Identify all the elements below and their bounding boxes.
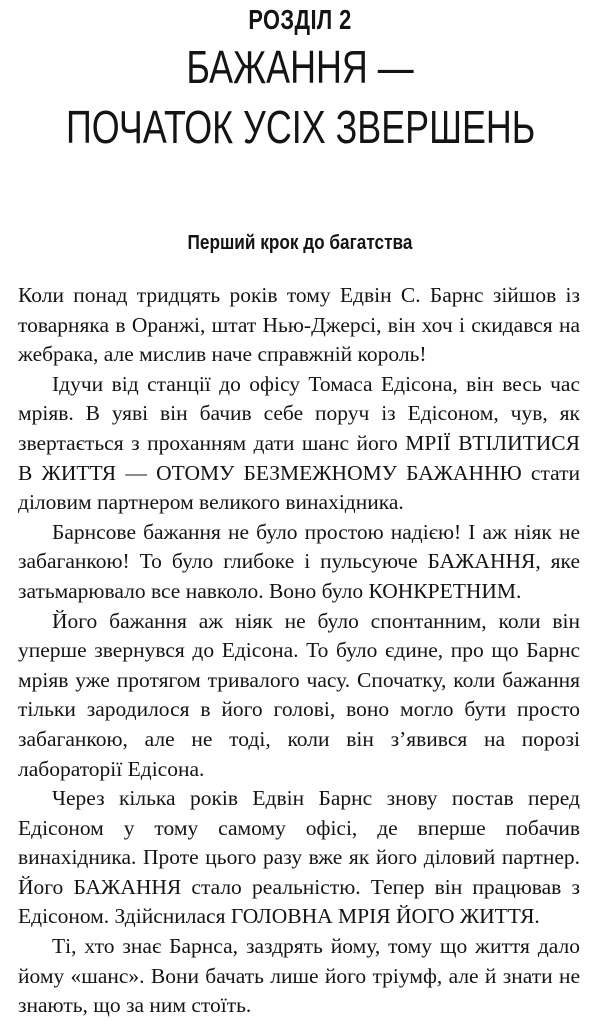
chapter-title-line-2: ПОЧАТОК УСІХ ЗВЕРШЕНЬ: [66, 101, 536, 153]
section-heading: Перший крок до багатства: [187, 232, 413, 254]
paragraph: Через кілька років Едвін Барнс знову постав перед Едісоном у тому самому офісі, де вперше побачив винахідника. Проте цього разу вже як його діловий партнер. Його БАЖАННЯ стало реальністю. Тепер він працював з Едісоном. Здійснилася ГОЛОВНА МРІЯ ЙОГО ЖИТТЯ.: [18, 786, 580, 929]
paragraph: Барнсове бажання не було простою надією! І аж ніяк не забаганкою! То було глибоке і пульсуюче БАЖАННЯ, яке затьмарювало все навколо. Воно було КОНКРЕТНИМ.: [18, 519, 580, 603]
chapter-number: РОЗДІЛ 2: [248, 4, 352, 35]
paragraph: Ті, хто знає Барнса, заздрять йому, тому що життя дало йому «шанс». Вони бачать лише його тріумф, але й знати не знають, що за ним стоїть.: [18, 934, 580, 1018]
paragraph: Коли понад тридцять років тому Едвін С. Барнс зійшов із товарняка в Оранжі, штат Нью-Джерсі, він хоч і скидався на жебрака, але мислив наче справжній король!: [18, 283, 580, 367]
body-text: [18, 281, 580, 1021]
paragraph: Його бажання аж ніяк не було спонтанним, коли він уперше звернувся до Едісона. То було єдине, про що Барнс мріяв уже протягом тривалого часу. Спочатку, коли бажання тільки зародилося в його голові, воно могло бути просто забаганкою, але не тоді, коли він з’явився на порозі лабораторії Едісона.: [18, 608, 580, 781]
paragraph: Ідучи від станції до офісу Томаса Едісона, він весь час мріяв. В уяві він бачив себе поруч із Едісоном, чув, як звертається з проханням дати шанс його МРІЇ ВТІЛИТИСЯ В ЖИТТЯ — ОТОМУ БЕЗМЕЖНОМУ БАЖАННЮ стати діловим партнером великого винахідника.: [18, 371, 580, 515]
chapter-title-line-1: БАЖАННЯ —: [186, 41, 414, 93]
